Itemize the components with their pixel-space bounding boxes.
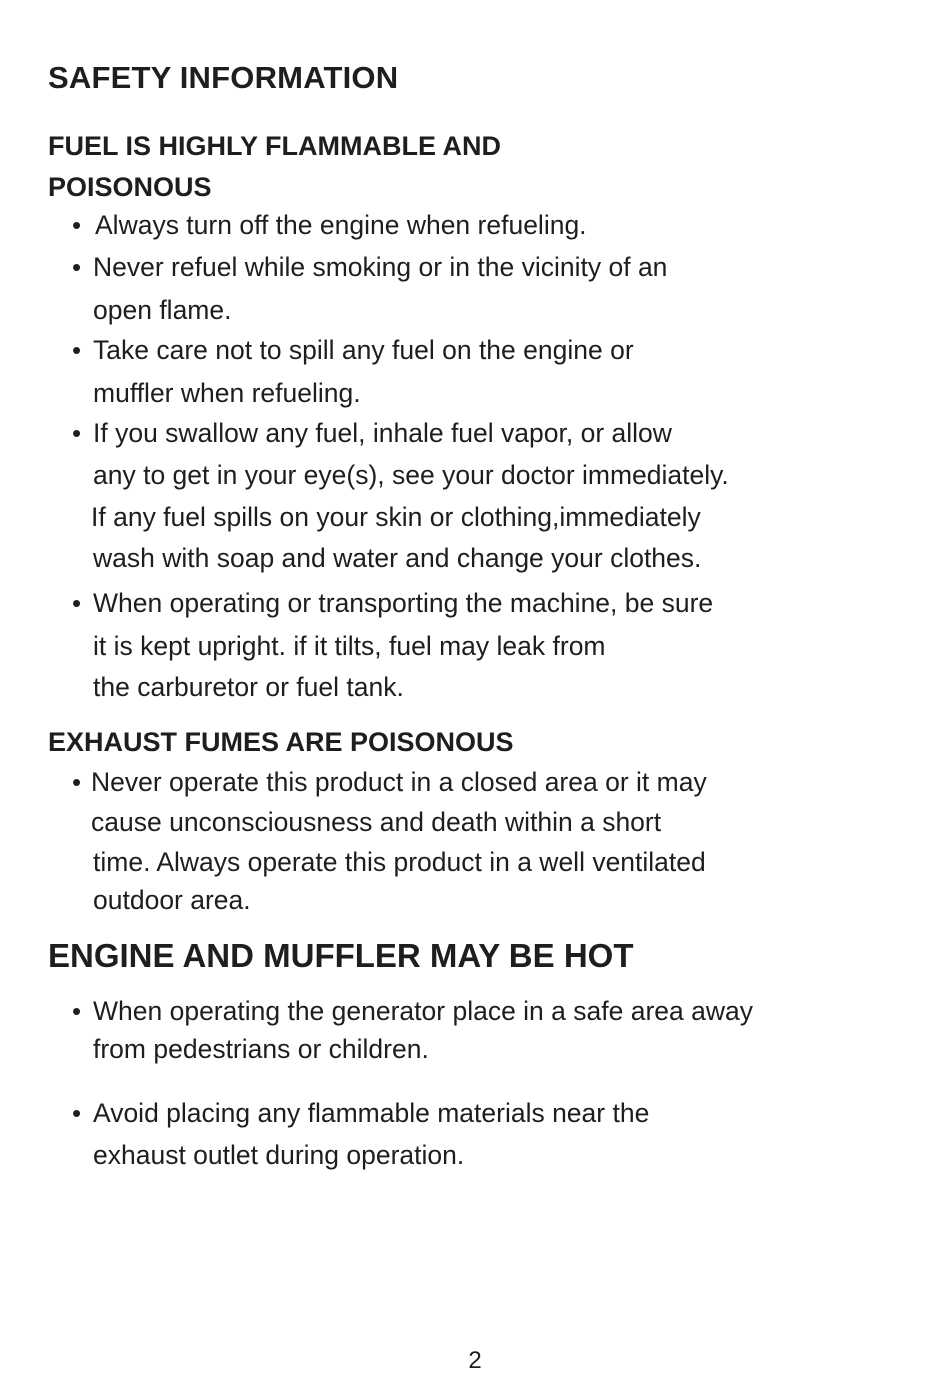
bullet-icon: • — [72, 588, 82, 618]
bullet-icon: • — [72, 252, 82, 282]
bullet-text-line: Always turn off the engine when refueling. — [95, 210, 587, 240]
bullet-text-line: cause unconsciousness and death within a short — [91, 807, 662, 837]
bullet-icon: • — [72, 418, 82, 448]
section-heading-fuel-line-2: POISONOUS — [48, 172, 212, 202]
bullet-text-line: from pedestrians or children. — [93, 1034, 429, 1064]
bullet-text-line: wash with soap and water and change your clothes. — [93, 543, 702, 573]
section-heading-engine-muffler: ENGINE AND MUFFLER MAY BE HOT — [48, 937, 634, 974]
bullet-text-line: If any fuel spills on your skin or clothing,immediately — [91, 502, 701, 532]
bullet-icon: • — [72, 210, 82, 240]
bullet-text-line: When operating the generator place in a safe area away — [93, 996, 753, 1026]
bullet-text-line: Never operate this product in a closed area or it may — [91, 767, 707, 797]
bullet-text-line: open flame. — [93, 295, 232, 325]
page-number: 2 — [468, 1347, 482, 1374]
bullet-text-line: Avoid placing any flammable materials near the — [93, 1098, 650, 1128]
page-title: SAFETY INFORMATION — [48, 60, 399, 95]
section-heading-fuel-line-1: FUEL IS HIGHLY FLAMMABLE AND — [48, 131, 502, 161]
bullet-text-line: it is kept upright. if it tilts, fuel may leak from — [93, 631, 606, 661]
bullet-text-line: time. Always operate this product in a well ventilated — [93, 847, 706, 877]
bullet-icon: • — [72, 767, 82, 797]
bullet-text-line: exhaust outlet during operation. — [93, 1140, 465, 1170]
bullet-text-line: Never refuel while smoking or in the vicinity of an — [93, 252, 668, 282]
bullet-text-line: outdoor area. — [93, 885, 251, 915]
bullet-icon: • — [72, 996, 82, 1026]
bullet-text-line: any to get in your eye(s), see your doctor immediately. — [93, 460, 729, 490]
section-heading-exhaust: EXHAUST FUMES ARE POISONOUS — [48, 727, 514, 757]
bullet-text-line: Take care not to spill any fuel on the engine or — [93, 335, 634, 365]
bullet-text-line: the carburetor or fuel tank. — [93, 672, 404, 702]
bullet-icon: • — [72, 335, 82, 365]
bullet-icon: • — [72, 1098, 82, 1128]
bullet-text-line: muffler when refueling. — [93, 378, 361, 408]
bullet-text-line: When operating or transporting the machine, be sure — [93, 588, 714, 618]
bullet-text-line: If you swallow any fuel, inhale fuel vapor, or allow — [93, 418, 672, 448]
